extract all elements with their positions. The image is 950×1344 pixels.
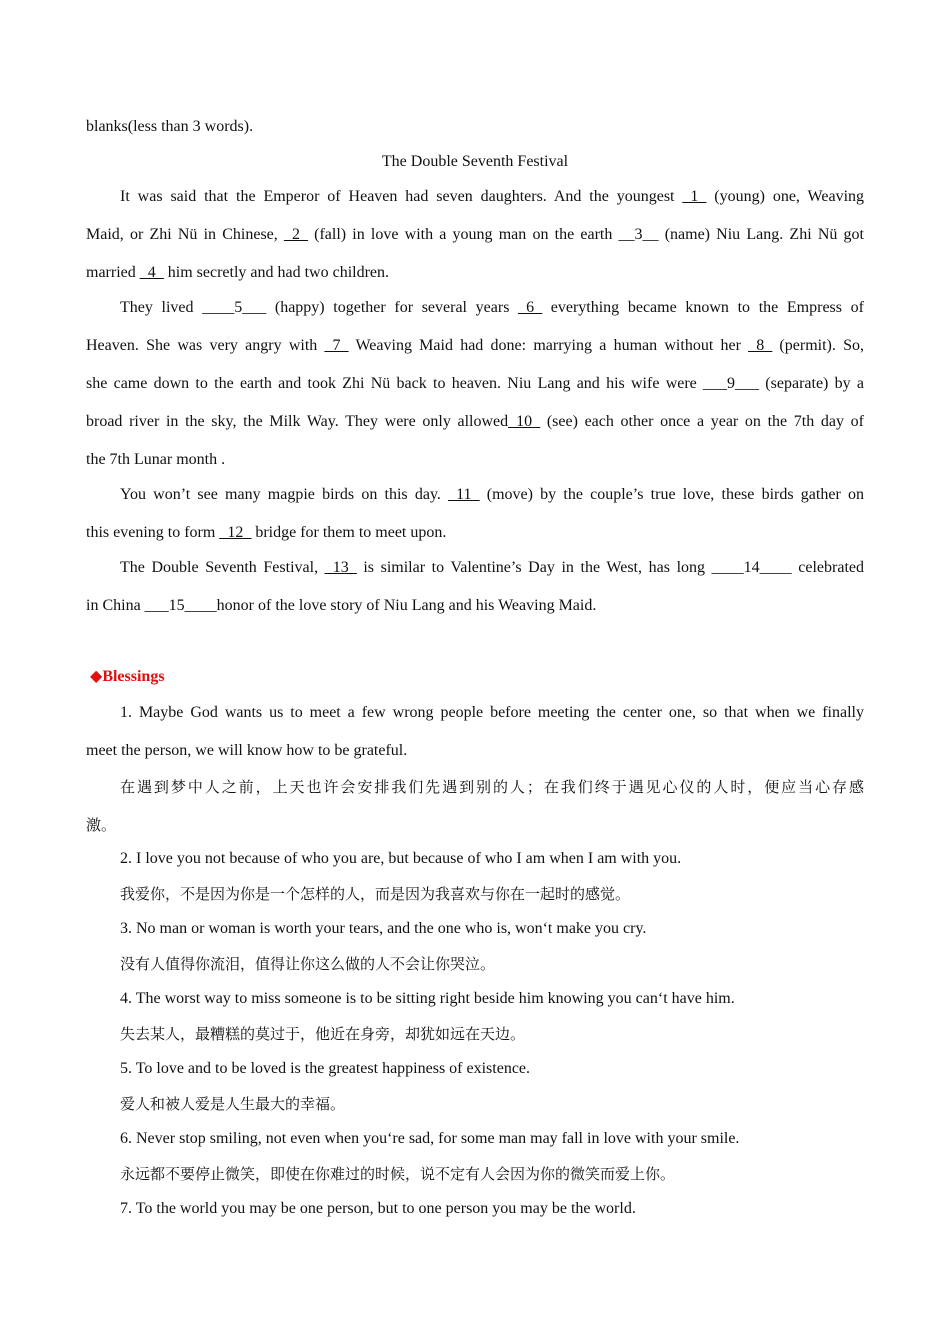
p3-line1: You won’t see many magpie birds on this day. _11_ (move) by the couple’s true love, these birds gather on xyxy=(120,486,864,503)
blank-7: _7_ xyxy=(324,337,349,354)
blessing-1-en-line2: meet the person, we will know how to be grateful. xyxy=(86,742,408,759)
p2-line4: broad river in the sky, the Milk Way. They were only allowed_10_ (see) each other once a year on the 7th day of xyxy=(86,413,864,430)
diamond-bullet-icon: ◆ xyxy=(90,668,103,685)
p2-line2: Heaven. She was very angry with _7_ Weaving Maid had done: marrying a human without her _8_ (permit). So, xyxy=(86,337,864,354)
p4-line2: in China ___15____honor of the love story of Niu Lang and his Weaving Maid. xyxy=(86,597,597,614)
p2-line1: They lived ____5___ (happy) together for several years _6_ everything became known to the Empress of xyxy=(120,299,865,316)
cloze-intro: blanks(less than 3 words). xyxy=(86,118,254,135)
blessings-heading: ◆Blessings xyxy=(90,668,165,685)
blank-4: _4_ xyxy=(139,264,164,281)
blessing-6-cn: 永远都不要停止微笑，即使在你难过的时候，说不定有人会因为你的微笑而爱上你。 xyxy=(120,1165,676,1183)
blessing-2-en: 2. I love you not because of who you are, but because of who I am when I am with you. xyxy=(120,850,682,867)
blessing-5-en: 5. To love and to be loved is the greatest happiness of existence. xyxy=(120,1060,531,1077)
blessing-6-en: 6. Never stop smiling, not even when you‘re sad, for some man may fall in love with your smile. xyxy=(120,1130,740,1147)
p1-line2: Maid, or Zhi Nü in Chinese, _2_ (fall) in love with a young man on the earth __3__ (name) Niu Lang. Zhi Nü got xyxy=(86,226,864,243)
blessing-1-en-line1: 1. Maybe God wants us to meet a few wrong people before meeting the center one, so that when we finally xyxy=(120,704,864,721)
blank-8: _8_ xyxy=(748,337,773,354)
blessing-1-cn-line2: 激。 xyxy=(86,816,117,834)
passage-title: The Double Seventh Festival xyxy=(381,153,569,170)
blank-1: _1_ xyxy=(682,188,707,205)
blessing-5-cn: 爱人和被人爱是人生最大的幸福。 xyxy=(120,1095,346,1113)
blessing-2-cn: 我爱你，不是因为你是一个怎样的人，而是因为我喜欢与你在一起时的感觉。 xyxy=(120,885,631,903)
blank-10: _10_ xyxy=(508,413,541,430)
blessing-4-cn: 失去某人，最糟糕的莫过于，他近在身旁，却犹如远在天边。 xyxy=(120,1025,526,1043)
blessing-1-cn-line1: 在遇到梦中人之前，上天也许会安排我们先遇到别的人；在我们终于遇见心仪的人时，便应当心存感 xyxy=(120,778,864,796)
p3-line2: this evening to form _12_ bridge for them to meet upon. xyxy=(86,524,447,541)
blank-12: _12_ xyxy=(219,524,252,541)
blessing-3-cn: 没有人值得你流泪，值得让你这么做的人不会让你哭泣。 xyxy=(120,955,496,973)
blank-6: _6_ xyxy=(518,299,543,316)
blank-11: _11_ xyxy=(448,486,480,503)
blank-2: _2_ xyxy=(283,226,308,243)
blessing-4-en: 4. The worst way to miss someone is to be sitting right beside him knowing you can‘t have him. xyxy=(120,990,735,1007)
blessing-3-en: 3. No man or woman is worth your tears, and the one who is, won‘t make you cry. xyxy=(120,920,647,937)
p4-line1: The Double Seventh Festival, _13_ is similar to Valentine’s Day in the West, has long ____14____ celebrated xyxy=(120,559,864,576)
blessing-7-en: 7. To the world you may be one person, but to one person you may be the world. xyxy=(120,1200,636,1217)
p2-line3: she came down to the earth and took Zhi Nü back to heaven. Niu Lang and his wife were ___9___ (separate) by a xyxy=(86,375,864,392)
blank-13: _13_ xyxy=(324,559,357,576)
p1-line3: married _4_ him secretly and had two children. xyxy=(86,264,390,281)
p1-line1: It was said that the Emperor of Heaven had seven daughters. And the youngest _1_ (young) one, Weaving xyxy=(120,188,865,205)
p2-line5: the 7th Lunar month . xyxy=(86,451,226,468)
